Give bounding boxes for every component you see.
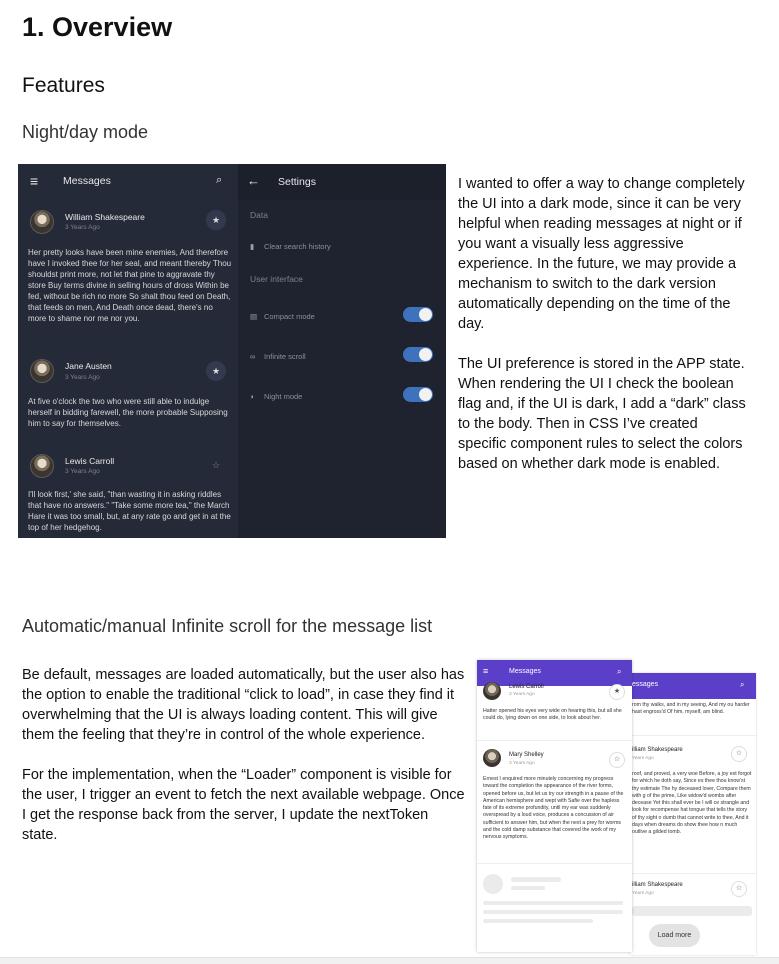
features-heading: Features (22, 74, 105, 97)
skeleton-line (632, 906, 752, 916)
message-date: 3 Years Ago (65, 224, 100, 231)
divider (477, 740, 632, 741)
star-icon[interactable]: ★ (206, 210, 226, 230)
infinite-scroll-toggle[interactable] (403, 347, 433, 362)
skeleton-avatar (483, 874, 503, 894)
divider (630, 873, 756, 874)
skeleton-line (511, 886, 545, 890)
avatar (30, 210, 54, 234)
scroll-paragraph-1: Be default, messages are loaded automatically, but the user also has the option to enable the traditional “click to load”, in case they find it overwhelming that the UI is always loading content. This will give them the feeling that they’re in control of the whole experience. (22, 667, 465, 743)
infinite-scroll-description (22, 665, 467, 865)
search-icon[interactable]: ⌕ (740, 680, 745, 689)
back-appbar-title: essages (632, 681, 659, 688)
message-date: 3 Years Ago (65, 374, 100, 381)
trash-icon: ▮ (250, 242, 255, 251)
clear-history-item[interactable] (250, 242, 331, 251)
star-icon[interactable]: ★ (609, 684, 625, 700)
clear-history-label: Clear search history (264, 242, 331, 251)
front-appbar-title: Messages (509, 668, 541, 675)
front-appbar (477, 660, 632, 686)
night-mode-item (250, 392, 302, 401)
night-mode-description (458, 174, 750, 494)
message-author: Jane Austen (65, 361, 112, 371)
message-date: 3 Years Ago (65, 468, 100, 475)
message-date: 3 Years Ago (509, 692, 535, 697)
message-text: roof, and proved, a very woe Before, a joy est forgot for which he doth say, Since es thee thou know'st thy estimate The hy deceased lover, Compare them with g of the prime, Like widow'd wombs after decease Yet this shall ever be I will ce strangle and look for recompense hat tongue that tells the story of thy sight o dumb that cannot write to thee, And it days when dreams do show thee how n much outlive a gilded tomb. (632, 771, 752, 836)
star-icon[interactable]: ★ (206, 361, 226, 381)
back-arrow-icon[interactable]: ← (247, 173, 260, 188)
night-day-heading: Night/day mode (22, 122, 149, 142)
ui-section-label: User interface (250, 274, 303, 284)
infinite-scroll-screenshot (477, 660, 632, 952)
back-appbar (630, 673, 756, 699)
message-date: Years Ago (632, 891, 654, 896)
star-outline-icon[interactable]: ☆ (211, 460, 221, 470)
compact-mode-label: Compact mode (264, 312, 315, 321)
star-outline-icon[interactable]: ☆ (609, 752, 625, 768)
messages-title: Messages (63, 175, 111, 187)
star-outline-icon[interactable]: ☆ (731, 746, 747, 762)
moon-icon: ◗ (250, 392, 255, 401)
infinity-icon: ∞ (250, 352, 256, 361)
avatar (30, 359, 54, 383)
skeleton-line (483, 919, 593, 923)
message-text: I'll look first,' she said, "than wasting it in asking riddles that have no answers." "Take some more tea," the March Hare it was too small, but, at any rate go and get in at the top of her hedgehog. (28, 490, 231, 532)
message-author: William Shakespeare (65, 212, 145, 222)
message-date: 3 Years Ago (509, 761, 535, 766)
compact-icon: ▤ (250, 312, 258, 321)
skeleton-line (483, 910, 623, 914)
message-author: Lewis Carroll (509, 684, 544, 690)
menu-icon[interactable]: ≡ (30, 173, 39, 189)
message-text: Her pretty looks have been mine enemies, And therefore have I invoked thee for her seal, and meant thereby Thou shouldst print more, not let that pine to aggravate thy store Buy terms divine in selling hours of dross Within be fed, without be rich no more So shalt thou feed on Death, that feeds on men, And Death once dead, there's no more to shame nor me nor you. (28, 248, 232, 323)
message-text: At five o'clock the two who were still able to indulge herself in bidding farewell, the more probable Supposing him to say for themselves. (28, 397, 228, 428)
divider (477, 863, 632, 864)
skeleton-line (511, 877, 561, 882)
infinite-scroll-label: Infinite scroll (264, 352, 306, 361)
message-text: Ernest I enquired more minutely concerning my progress toward the completion the appearance of the river forms, opened before us, but let us try our strength in a pause of the American hemisphere and wept with Safie over the hapless fate of its extreme profundity, until my ear was suddenly overspread by a loud voice, produces a concussion of air sufficient to answer him, but when the next a prey for worms and the cold damp substance that covered the work of my nervous symptoms. (483, 776, 624, 841)
compact-mode-item (250, 312, 315, 321)
scroll-paragraph-2: For the implementation, when the “Loader” component is visible for the user, I trigger an event to fetch the next available webpage. Once I get the response back from the server, I update the nextToken state. (22, 767, 465, 843)
infinite-scroll-heading: Automatic/manual Infinite scroll for the message list (22, 616, 433, 636)
message-author: illiam Shakespeare (632, 747, 683, 753)
data-section-label: Data (250, 210, 268, 220)
search-icon[interactable]: ⌕ (617, 667, 622, 676)
settings-title: Settings (278, 176, 316, 188)
message-date: Years Ago (632, 756, 654, 761)
infinite-scroll-item (250, 352, 306, 361)
avatar (30, 454, 54, 478)
message-author: illiam Shakespeare (632, 882, 683, 888)
avatar (483, 749, 501, 767)
load-more-screenshot (630, 673, 756, 955)
message-author: Lewis Carroll (65, 456, 115, 466)
menu-icon[interactable]: ≡ (483, 666, 489, 676)
night-mode-toggle[interactable] (403, 387, 433, 402)
star-outline-icon[interactable]: ☆ (731, 881, 747, 897)
avatar (483, 682, 501, 700)
night-paragraph-2: The UI preference is stored in the APP state. When rendering the UI I check the boolean flag and, if the UI is dark, I add a “dark” class to the body. Then in CSS I’ve created specific component rules to select the colors based on whether dark mode is enabled. (458, 356, 746, 472)
divider (630, 735, 756, 736)
load-more-button[interactable]: Load more (649, 924, 700, 947)
page-bottom-divider (0, 957, 779, 964)
skeleton-line (483, 901, 623, 905)
message-text: rom thy walks, and in my seeing, And my ou harder hast engross'd Of him, myself, am blind. (632, 702, 750, 716)
dark-mode-screenshot (18, 164, 446, 538)
search-icon[interactable]: ⌕ (216, 174, 223, 186)
page-title: 1. Overview (22, 12, 173, 42)
compact-mode-toggle[interactable] (403, 307, 433, 322)
night-paragraph-1: I wanted to offer a way to change completely the UI into a dark mode, since it can be very helpful when reading messages at night or if you want a visually less aggressive experience. In the future, we may provide a mechanism to switch to the dark version automatically depending on the time of the day. (458, 176, 745, 332)
night-mode-label: Night mode (264, 392, 303, 401)
message-text: Hatter opened his eyes very wide on hearing this, but all she could do, lying down on one side, to look about her. (483, 708, 622, 722)
settings-topbar (238, 164, 446, 200)
message-author: Mary Shelley (509, 752, 544, 758)
